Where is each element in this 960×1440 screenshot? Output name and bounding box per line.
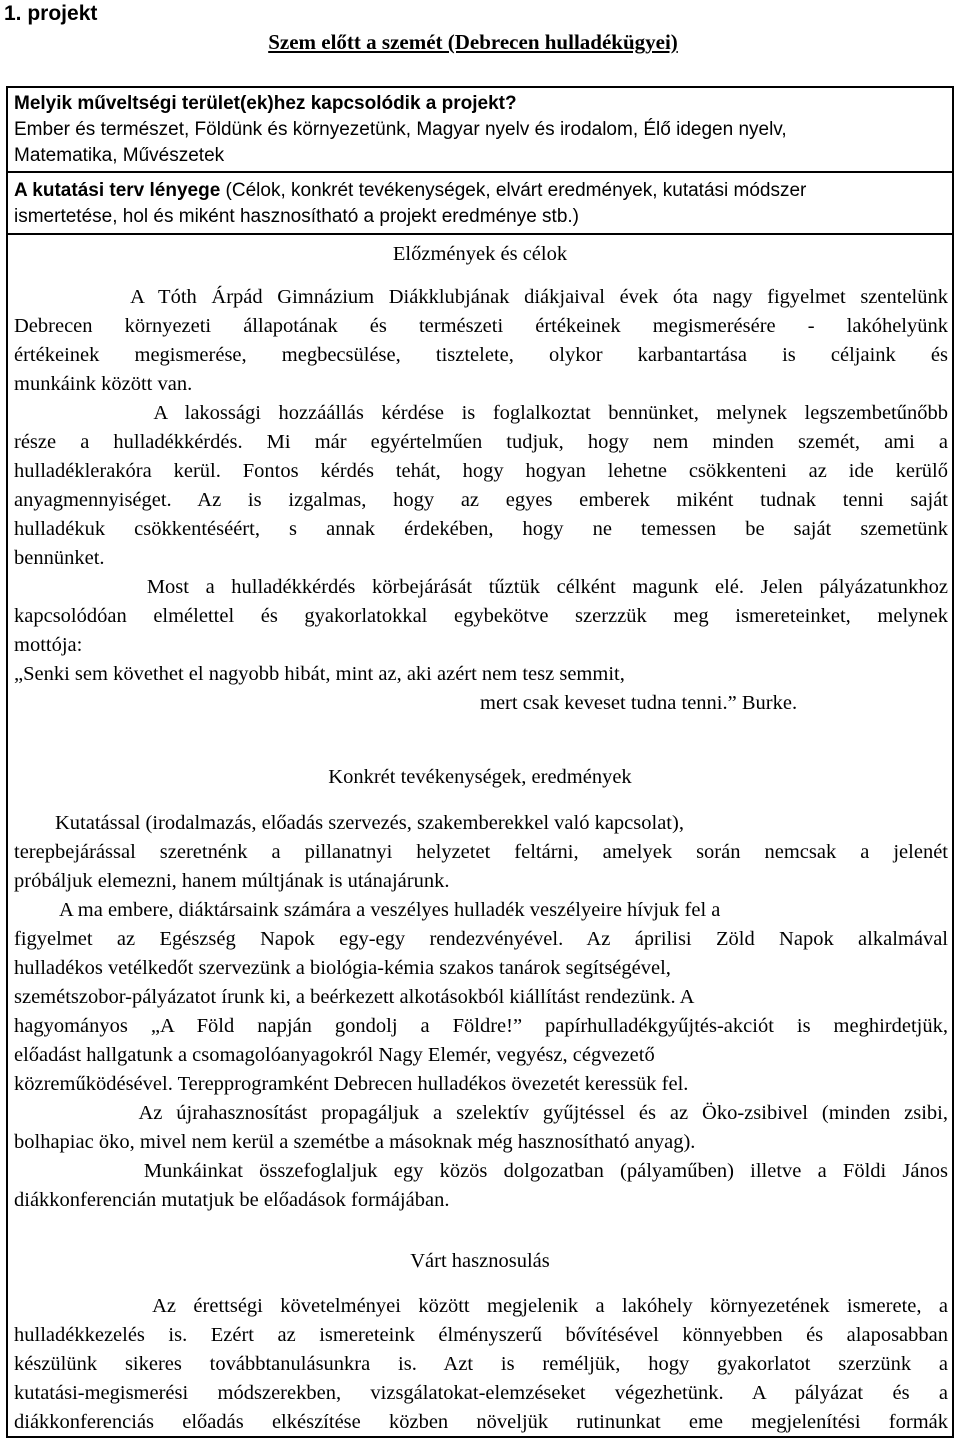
paragraph-line: Az érettségi követelményei között megjelenik a lakóhely környezetének ismerete, a bbox=[14, 1295, 948, 1317]
paragraph-line: munkáink között van. bbox=[14, 373, 193, 395]
plan-label: A kutatási terv lényege bbox=[14, 180, 221, 201]
paragraph-line: Munkáinkat összefoglaljuk egy közös dolgozatban (pályaműben) illetve a Földi János bbox=[14, 1160, 948, 1182]
project-title: Szem előtt a szemét (Debrecen hulladékügyei) bbox=[268, 30, 678, 54]
paragraph-line: hulladékos vetélkedőt szervezünk a biológia-kémia szakos tanárok segítségével, bbox=[14, 957, 671, 979]
paragraph-line: bennünket. bbox=[14, 547, 105, 569]
paragraph-line: diákkonferenciás előadás elkészítése közben növeljük rutinunkat eme megjelenítési formák bbox=[14, 1411, 948, 1433]
paragraph-line: értékeinek megismerése, megbecsülése, tisztelete, olykor karbantartása is céljaink és bbox=[14, 344, 948, 366]
paragraph-line: terepbejárással szeretnénk a pillanatnyi helyzetet feltárni, amelyek során nemcsak a jelenét bbox=[14, 841, 948, 863]
paragraph-line: hagyományos „A Föld napján gondolj a Földre!” papírhulladékgyűjtés-akciót is meghirdetjük, bbox=[14, 1015, 948, 1037]
paragraph-line: bolhapiac öko, mivel nem kerül a szemétbe a másoknak még hasznosítható anyag). bbox=[14, 1131, 696, 1153]
paragraph-line: figyelmet az Egészség Napok egy-egy rendezvényével. Az áprilisi Zöld Napok alkalmával bbox=[14, 928, 948, 950]
paragraph-line: hulladékuk csökkentéséért, s annak érdekében, hogy ne temessen be saját szemetünk bbox=[14, 518, 948, 540]
paragraph-line: része a hulladékkérdés. Mi már egyértelműen tudjuk, hogy nem minden szemét, ami a bbox=[14, 431, 948, 453]
paragraph-line: hulladéklerakóra kerül. Fontos kérdés tehát, hogy hogyan lehetne csökkenteni az ide kerülő bbox=[14, 460, 948, 482]
paragraph-line: anyagmennyiséget. Az is izgalmas, hogy az egyes emberek miként tudnak tenni saját bbox=[14, 489, 948, 511]
project-table bbox=[6, 86, 954, 1438]
paragraph-line: diákkonferencián mutatjuk be előadások formájában. bbox=[14, 1189, 450, 1211]
paragraph-line: A lakossági hozzáállás kérdése is foglalkoztat bennünket, melynek legszembetűnőbb bbox=[14, 402, 948, 424]
paragraph-line: próbáljuk elemezni, hanem múltjának is utánajárunk. bbox=[14, 870, 450, 892]
paragraph-line: A Tóth Árpád Gimnázium Diákklubjának diákjaival évek óta nagy figyelmet szentelünk bbox=[14, 286, 948, 308]
paragraph-line: kutatási-megismerési módszerekben, vizsgálatokat-elemzéseket végezhetünk. A pályázat és a bbox=[14, 1382, 948, 1404]
question-answer-line: Ember és természet, Földünk és környezetünk, Magyar nyelv és irodalom, Élő idegen nyelv, bbox=[14, 119, 787, 140]
paragraph-line: hulladékkezelés is. Ezért az ismereteink élményszerű bővítésével könnyebben és alaposabban bbox=[14, 1324, 948, 1346]
paragraph-line: Most a hulladékkérdés körbejárását tűztük célként magunk elé. Jelen pályázatunkhoz bbox=[14, 576, 948, 598]
paragraph-line: mottója: bbox=[14, 634, 83, 656]
question-label: Melyik műveltségi terület(ek)hez kapcsolódik a projekt? bbox=[14, 93, 517, 114]
paragraph-line: közreműködésével. Terepprogramként Debrecen hulladékos övezetét keressük fel. bbox=[14, 1073, 689, 1095]
paragraph-line: Kutatással (irodalmazás, előadás szervezés, szakemberekkel való kapcsolat), bbox=[14, 812, 684, 834]
row-divider bbox=[8, 171, 952, 173]
paragraph-line: Az újrahasznosítást propagáljuk a szelektív gyűjtéssel és az Öko-zsibivel (minden zsibi, bbox=[14, 1102, 948, 1124]
section-heading: Előzmények és célok bbox=[392, 243, 568, 265]
section-heading: Konkrét tevékenységek, eredmények bbox=[328, 766, 632, 788]
paragraph-line: készülünk sikeres továbbtanulásunkra is. Azt is reméljük, hogy gyakorlatot szerzünk a bbox=[14, 1353, 948, 1375]
paragraph-line: A ma embere, diáktársaink számára a veszélyes hulladék veszélyeire hívjuk fel a bbox=[14, 899, 721, 921]
paragraph-line: Debrecen környezeti állapotának és természeti értékeinek megismerésére - lakóhelyünk bbox=[14, 315, 948, 337]
plan-description bbox=[14, 179, 948, 203]
section-heading: Várt hasznosulás bbox=[410, 1250, 550, 1272]
paragraph-line: előadást hallgatunk a csomagolóanyagokról Nagy Elemér, vegyész, cégvezető bbox=[14, 1044, 655, 1066]
motto-quote-line: mert csak keveset tudna tenni.” Burke. bbox=[480, 692, 798, 714]
row-divider bbox=[8, 233, 952, 235]
plan-description-line: ismertetése, hol és miként hasznosítható a projekt eredménye stb.) bbox=[14, 206, 579, 227]
paragraph-line: kapcsolódóan elmélettel és gyakorlatokkal egybekötve szerzzük meg ismereteinket, melynek bbox=[14, 605, 948, 627]
motto-quote-line: „Senki sem követhet el nagyobb hibát, mint az, aki azért nem tesz semmit, bbox=[14, 663, 625, 685]
paragraph-line: szemétszobor-pályázatot írunk ki, a beérkezett alkotásokból kiállítást rendezünk. A bbox=[14, 986, 695, 1008]
question-answer-line: Matematika, Művészetek bbox=[14, 145, 225, 166]
plan-description-text: (Célok, konkrét tevékenységek, elvárt eredmények, kutatási módszer bbox=[220, 180, 807, 201]
page-heading: 1. projekt bbox=[4, 2, 98, 25]
